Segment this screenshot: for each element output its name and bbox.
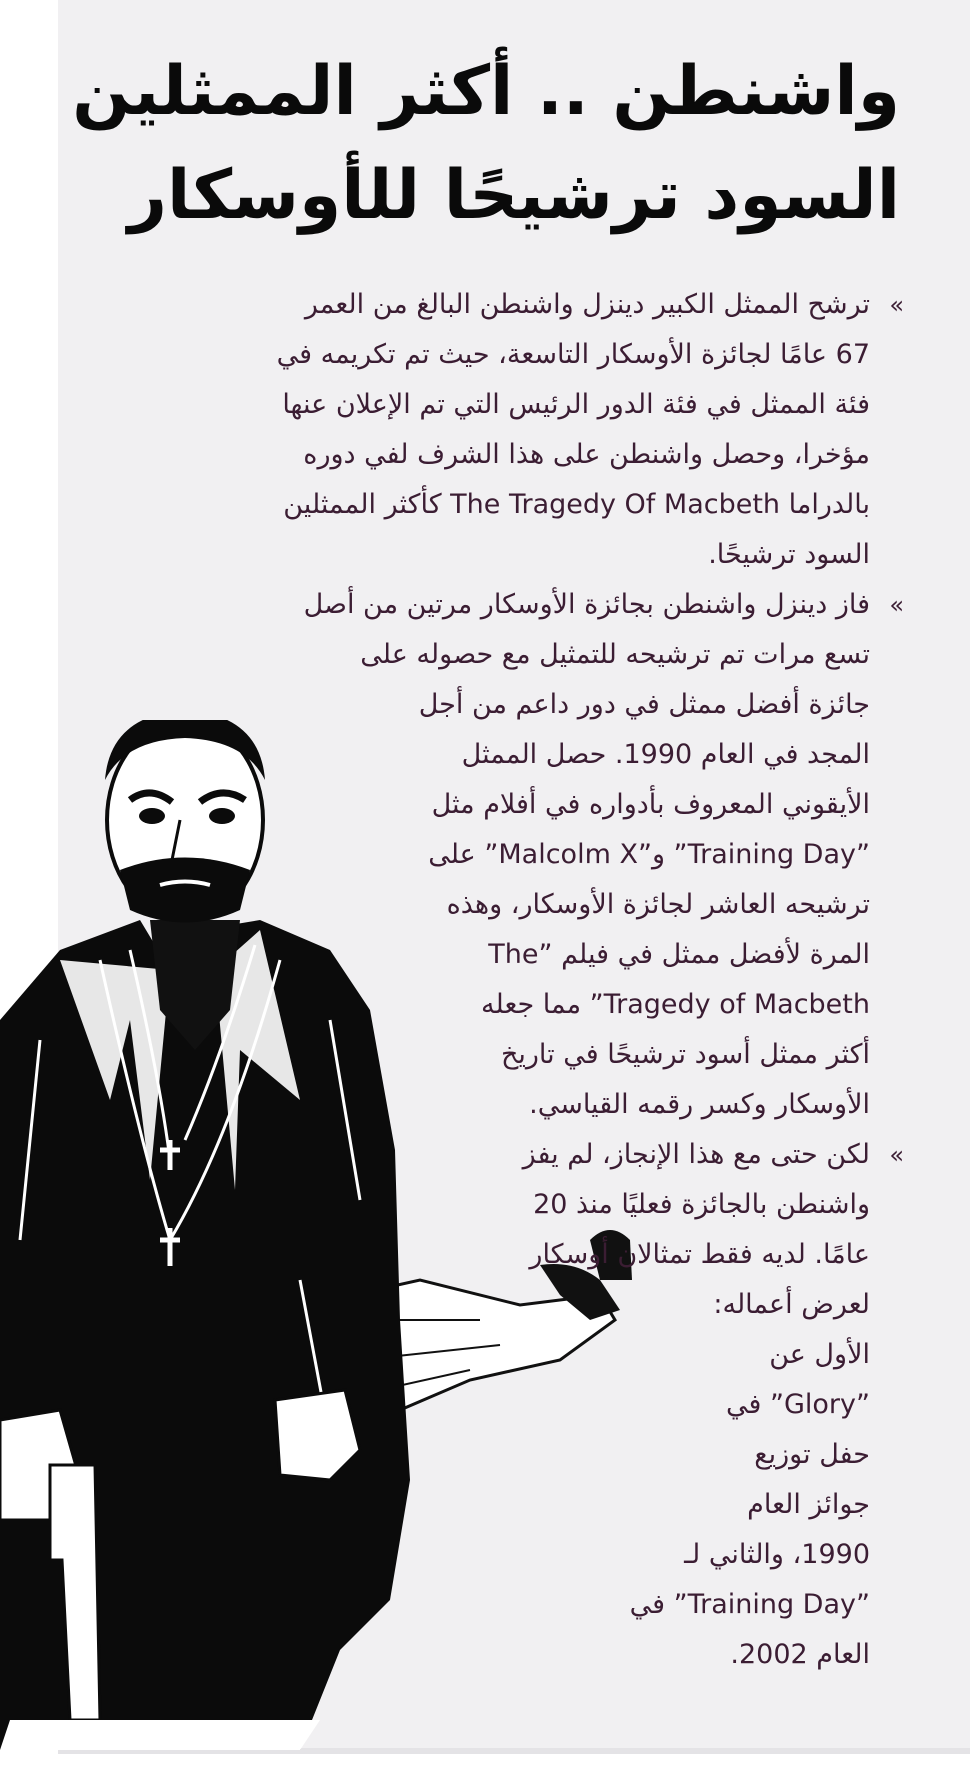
paragraph-line: تسع مرات تم ترشيحه للتمثيل مع حصوله على	[360, 639, 870, 670]
bullet-marker: »	[889, 1141, 904, 1169]
paragraph-line: 1990، والثاني لـ	[684, 1539, 870, 1570]
paragraph-line: ترشيحه العاشر لجائزة الأوسكار، وهذه	[446, 889, 870, 920]
paragraph-line: لكن حتى مع هذا الإنجاز، لم يفز	[522, 1139, 870, 1170]
paragraph-line: 67 عامًا لجائزة الأوسكار التاسعة، حيث تم تكريمه في	[276, 339, 870, 370]
paragraph-line: مؤخرا، وحصل واشنطن على هذا الشرف لفي دوره	[303, 439, 870, 470]
paragraph-line: ”Glory” في	[725, 1389, 870, 1420]
bullet-marker: »	[889, 591, 904, 619]
paragraph-line: جائزة أفضل ممثل في دور داعم من أجل	[418, 689, 870, 720]
paragraph-line: حفل توزيع	[754, 1439, 870, 1470]
paragraph-line: المجد في العام 1990. حصل الممثل	[461, 739, 870, 770]
paragraph-3	[130, 1130, 904, 1680]
paragraph-line: الأوسكار وكسر رقمه القياسي.	[529, 1089, 870, 1120]
paragraph-1	[130, 280, 904, 580]
headline-line-1: واشنطن .. أكثر الممثلين	[72, 52, 900, 131]
paragraph-line: ”Training Day” و”Malcolm X” على	[428, 839, 870, 870]
headline-line-2: السود ترشيحًا للأوسكار	[127, 156, 900, 235]
paragraph-line: Tragedy of Macbeth” مما جعله	[481, 989, 870, 1020]
article-body	[130, 280, 904, 1680]
paragraph-line: جوائز العام	[747, 1489, 870, 1520]
paragraph-line: ترشح الممثل الكبير دينزل واشنطن البالغ من العمر	[304, 289, 870, 320]
paragraph-line: ”Training Day” في	[629, 1589, 870, 1620]
paragraph-line: بالدراما The Tragedy Of Macbeth كأكثر الممثلين	[283, 489, 870, 520]
paragraph-line: أكثر ممثل أسود ترشيحًا في تاريخ	[500, 1039, 870, 1070]
paragraph-line: واشنطن بالجائزة فعليًا منذ 20	[533, 1189, 870, 1220]
paragraph-line: فاز دينزل واشنطن بجائزة الأوسكار مرتين من أصل	[303, 589, 870, 620]
paragraph-2	[130, 580, 904, 1130]
paragraph-line: عامًا. لديه فقط تمثالان أوسكار	[529, 1239, 870, 1270]
paragraph-line: المرة لأفضل ممثل في فيلم ”The	[488, 939, 870, 970]
paragraph-line: الأول عن	[769, 1339, 870, 1370]
paragraph-line: لعرض أعماله:	[713, 1289, 870, 1320]
bullet-marker: »	[889, 291, 904, 319]
paragraph-line: السود ترشيحًا.	[708, 539, 870, 570]
paragraph-line: الأيقوني المعروف بأدواره في أفلام مثل	[431, 789, 870, 820]
paragraph-line: فئة الممثل في فئة الدور الرئيس التي تم الإعلان عنها	[282, 389, 870, 420]
paragraph-line: العام 2002.	[730, 1639, 870, 1670]
headline	[60, 40, 900, 248]
